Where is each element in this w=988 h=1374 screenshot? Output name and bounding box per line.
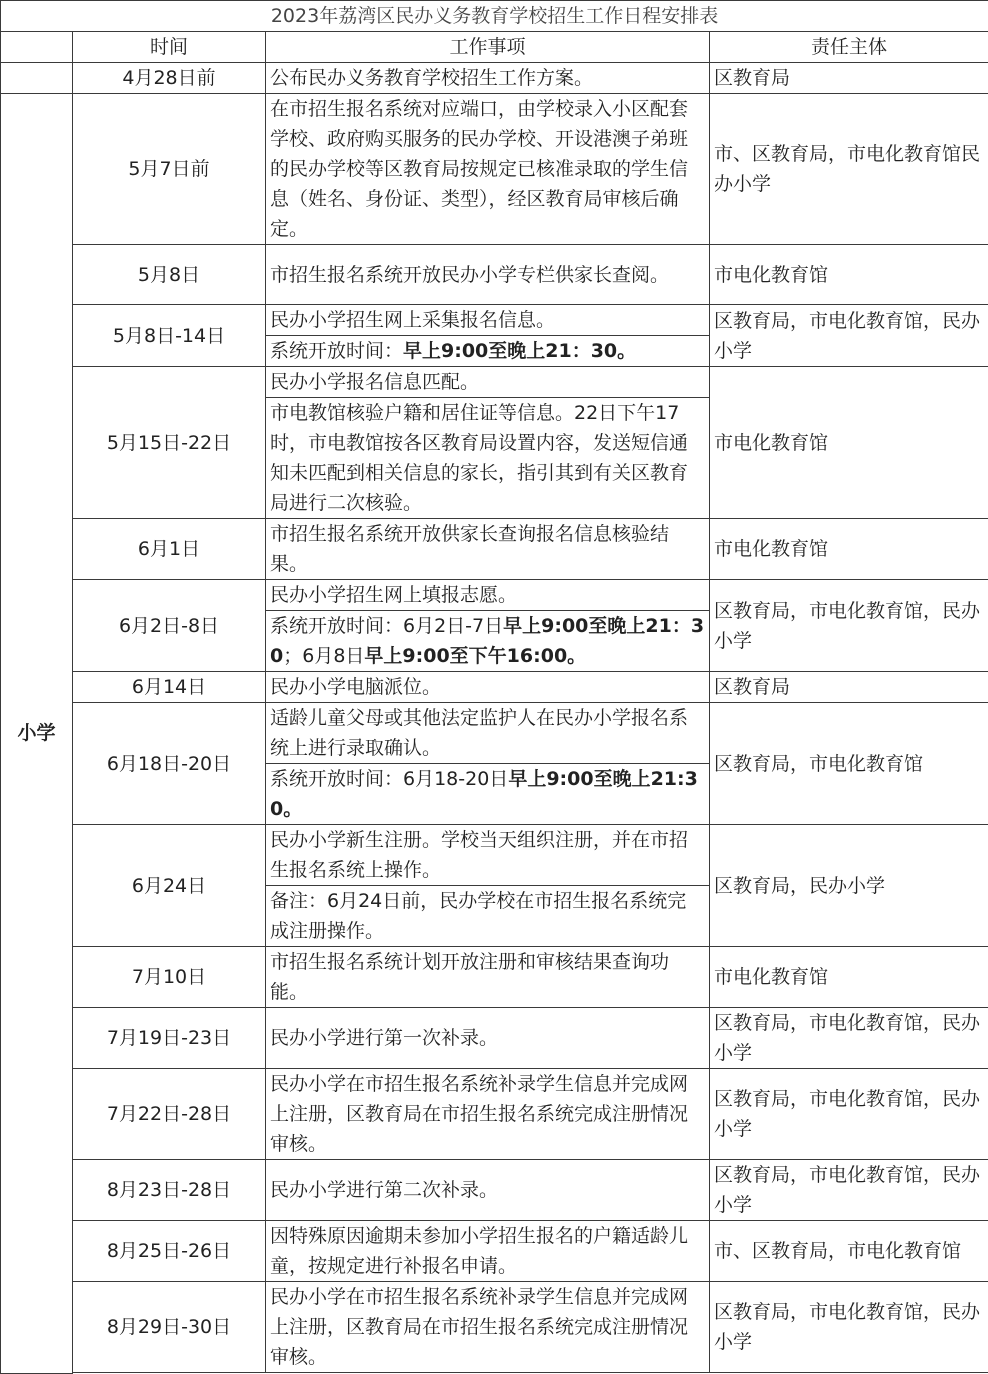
row-task: 民办小学电脑派位。 bbox=[266, 672, 710, 703]
row-owner: 市电化教育馆 bbox=[710, 245, 988, 305]
row-task: 公布民办义务教育学校招生工作方案。 bbox=[266, 63, 710, 94]
row-time: 6月14日 bbox=[73, 672, 266, 703]
row-time: 8月29日-30日 bbox=[73, 1282, 266, 1373]
spacer-cell bbox=[73, 1373, 988, 1374]
row-task: 民办小学报名信息匹配。 bbox=[266, 367, 710, 398]
header-blank bbox=[1, 32, 73, 63]
row-task: 民办小学招生网上填报志愿。 bbox=[266, 580, 710, 611]
row-owner: 区教育局，市电化教育馆 bbox=[710, 703, 988, 825]
note-prefix: 系统开放时间：6月18-20日 bbox=[270, 768, 508, 790]
row-time: 5月15日-22日 bbox=[73, 367, 266, 519]
row-time: 8月25日-26日 bbox=[73, 1221, 266, 1282]
row-task: 因特殊原因逾期未参加小学招生报名的户籍适龄儿童，按规定进行补报名申请。 bbox=[266, 1221, 710, 1282]
row-task: 民办小学进行第二次补录。 bbox=[266, 1160, 710, 1221]
row-time: 7月10日 bbox=[73, 947, 266, 1008]
row-task: 民办小学在市招生报名系统补录学生信息并完成网上注册，区教育局在市招生报名系统完成注册情况审核。 bbox=[266, 1282, 710, 1373]
row-note: 备注：6月24日前，民办学校在市招生报名系统完成注册操作。 bbox=[266, 886, 710, 947]
row-note bbox=[266, 336, 710, 367]
row-task: 在市招生报名系统对应端口，由学校录入小区配套学校、政府购买服务的民办学校、开设港澳子弟班的民办学校等区教育局按规定已核准录取的学生信息（姓名、身份证、类型），经区教育局审核后确定。 bbox=[266, 94, 710, 245]
row-owner: 区教育局，市电化教育馆，民办小学 bbox=[710, 1008, 988, 1069]
note-c: ；6月8日 bbox=[283, 645, 364, 667]
row-owner: 市电化教育馆 bbox=[710, 519, 988, 580]
header-owner: 责任主体 bbox=[710, 32, 988, 63]
row-time: 7月22日-28日 bbox=[73, 1069, 266, 1160]
row-owner: 区教育局，市电化教育馆，民办小学 bbox=[710, 580, 988, 672]
row-time: 5月8日-14日 bbox=[73, 305, 266, 367]
row-task: 民办小学新生注册。学校当天组织注册，并在市招生报名系统上操作。 bbox=[266, 825, 710, 886]
row-note bbox=[266, 611, 710, 672]
row-owner: 区教育局，市电化教育馆，民办小学 bbox=[710, 1282, 988, 1373]
row-task: 适龄儿童父母或其他法定监护人在民办小学报名系统上进行录取确认。 bbox=[266, 703, 710, 764]
row-time: 6月2日-8日 bbox=[73, 580, 266, 672]
row-note: 市电教馆核验户籍和居住证等信息。22日下午17时，市电教馆按各区教育局设置内容，发送短信通知未匹配到相关信息的家长，指引其到有关区教育局进行二次核验。 bbox=[266, 398, 710, 519]
row-task: 市招生报名系统开放供家长查询报名信息核验结果。 bbox=[266, 519, 710, 580]
row-owner: 市电化教育馆 bbox=[710, 367, 988, 519]
row-owner: 区教育局，市电化教育馆，民办小学 bbox=[710, 1069, 988, 1160]
row-time: 7月19日-23日 bbox=[73, 1008, 266, 1069]
row-time: 8月23日-28日 bbox=[73, 1160, 266, 1221]
row-owner: 区教育局 bbox=[710, 63, 988, 94]
row-time: 4月28日前 bbox=[73, 63, 266, 94]
row-time: 6月18日-20日 bbox=[73, 703, 266, 825]
table-title: 2023年荔湾区民办义务教育学校招生工作日程安排表 bbox=[1, 1, 988, 32]
row-owner: 区教育局，市电化教育馆，民办小学 bbox=[710, 1160, 988, 1221]
note-b: 早上9:00至晚上21：30 bbox=[270, 615, 704, 667]
stage-label: 小学 bbox=[1, 94, 73, 1374]
row-task: 市招生报名系统开放民办小学专栏供家长查阅。 bbox=[266, 245, 710, 305]
header-time: 时间 bbox=[73, 32, 266, 63]
note-prefix: 系统开放时间： bbox=[270, 340, 403, 362]
row-owner: 区教育局，民办小学 bbox=[710, 825, 988, 947]
note-a: 系统开放时间：6月2日-7日 bbox=[270, 615, 503, 637]
row-task: 民办小学在市招生报名系统补录学生信息并完成网上注册，区教育局在市招生报名系统完成注册情况审核。 bbox=[266, 1069, 710, 1160]
row-owner: 市、区教育局，市电化教育馆民办小学 bbox=[710, 94, 988, 245]
row-time: 5月8日 bbox=[73, 245, 266, 305]
note-d: 早上9:00至下午16:00。 bbox=[364, 645, 586, 667]
note-bold: 早上9:00至晚上21：30。 bbox=[403, 340, 636, 362]
row-time: 6月1日 bbox=[73, 519, 266, 580]
header-task: 工作事项 bbox=[266, 32, 710, 63]
row-owner: 区教育局，市电化教育馆，民办小学 bbox=[710, 305, 988, 367]
row-task: 民办小学进行第一次补录。 bbox=[266, 1008, 710, 1069]
row-owner: 市电化教育馆 bbox=[710, 947, 988, 1008]
stage-blank-cell bbox=[1, 63, 73, 94]
row-owner: 区教育局 bbox=[710, 672, 988, 703]
row-time: 5月7日前 bbox=[73, 94, 266, 245]
note-bold: 早上9:00至晚上21:30。 bbox=[270, 768, 698, 820]
row-note bbox=[266, 764, 710, 825]
row-task: 市招生报名系统计划开放注册和审核结果查询功能。 bbox=[266, 947, 710, 1008]
row-task: 民办小学招生网上采集报名信息。 bbox=[266, 305, 710, 336]
row-owner: 市、区教育局，市电化教育馆 bbox=[710, 1221, 988, 1282]
row-time: 6月24日 bbox=[73, 825, 266, 947]
